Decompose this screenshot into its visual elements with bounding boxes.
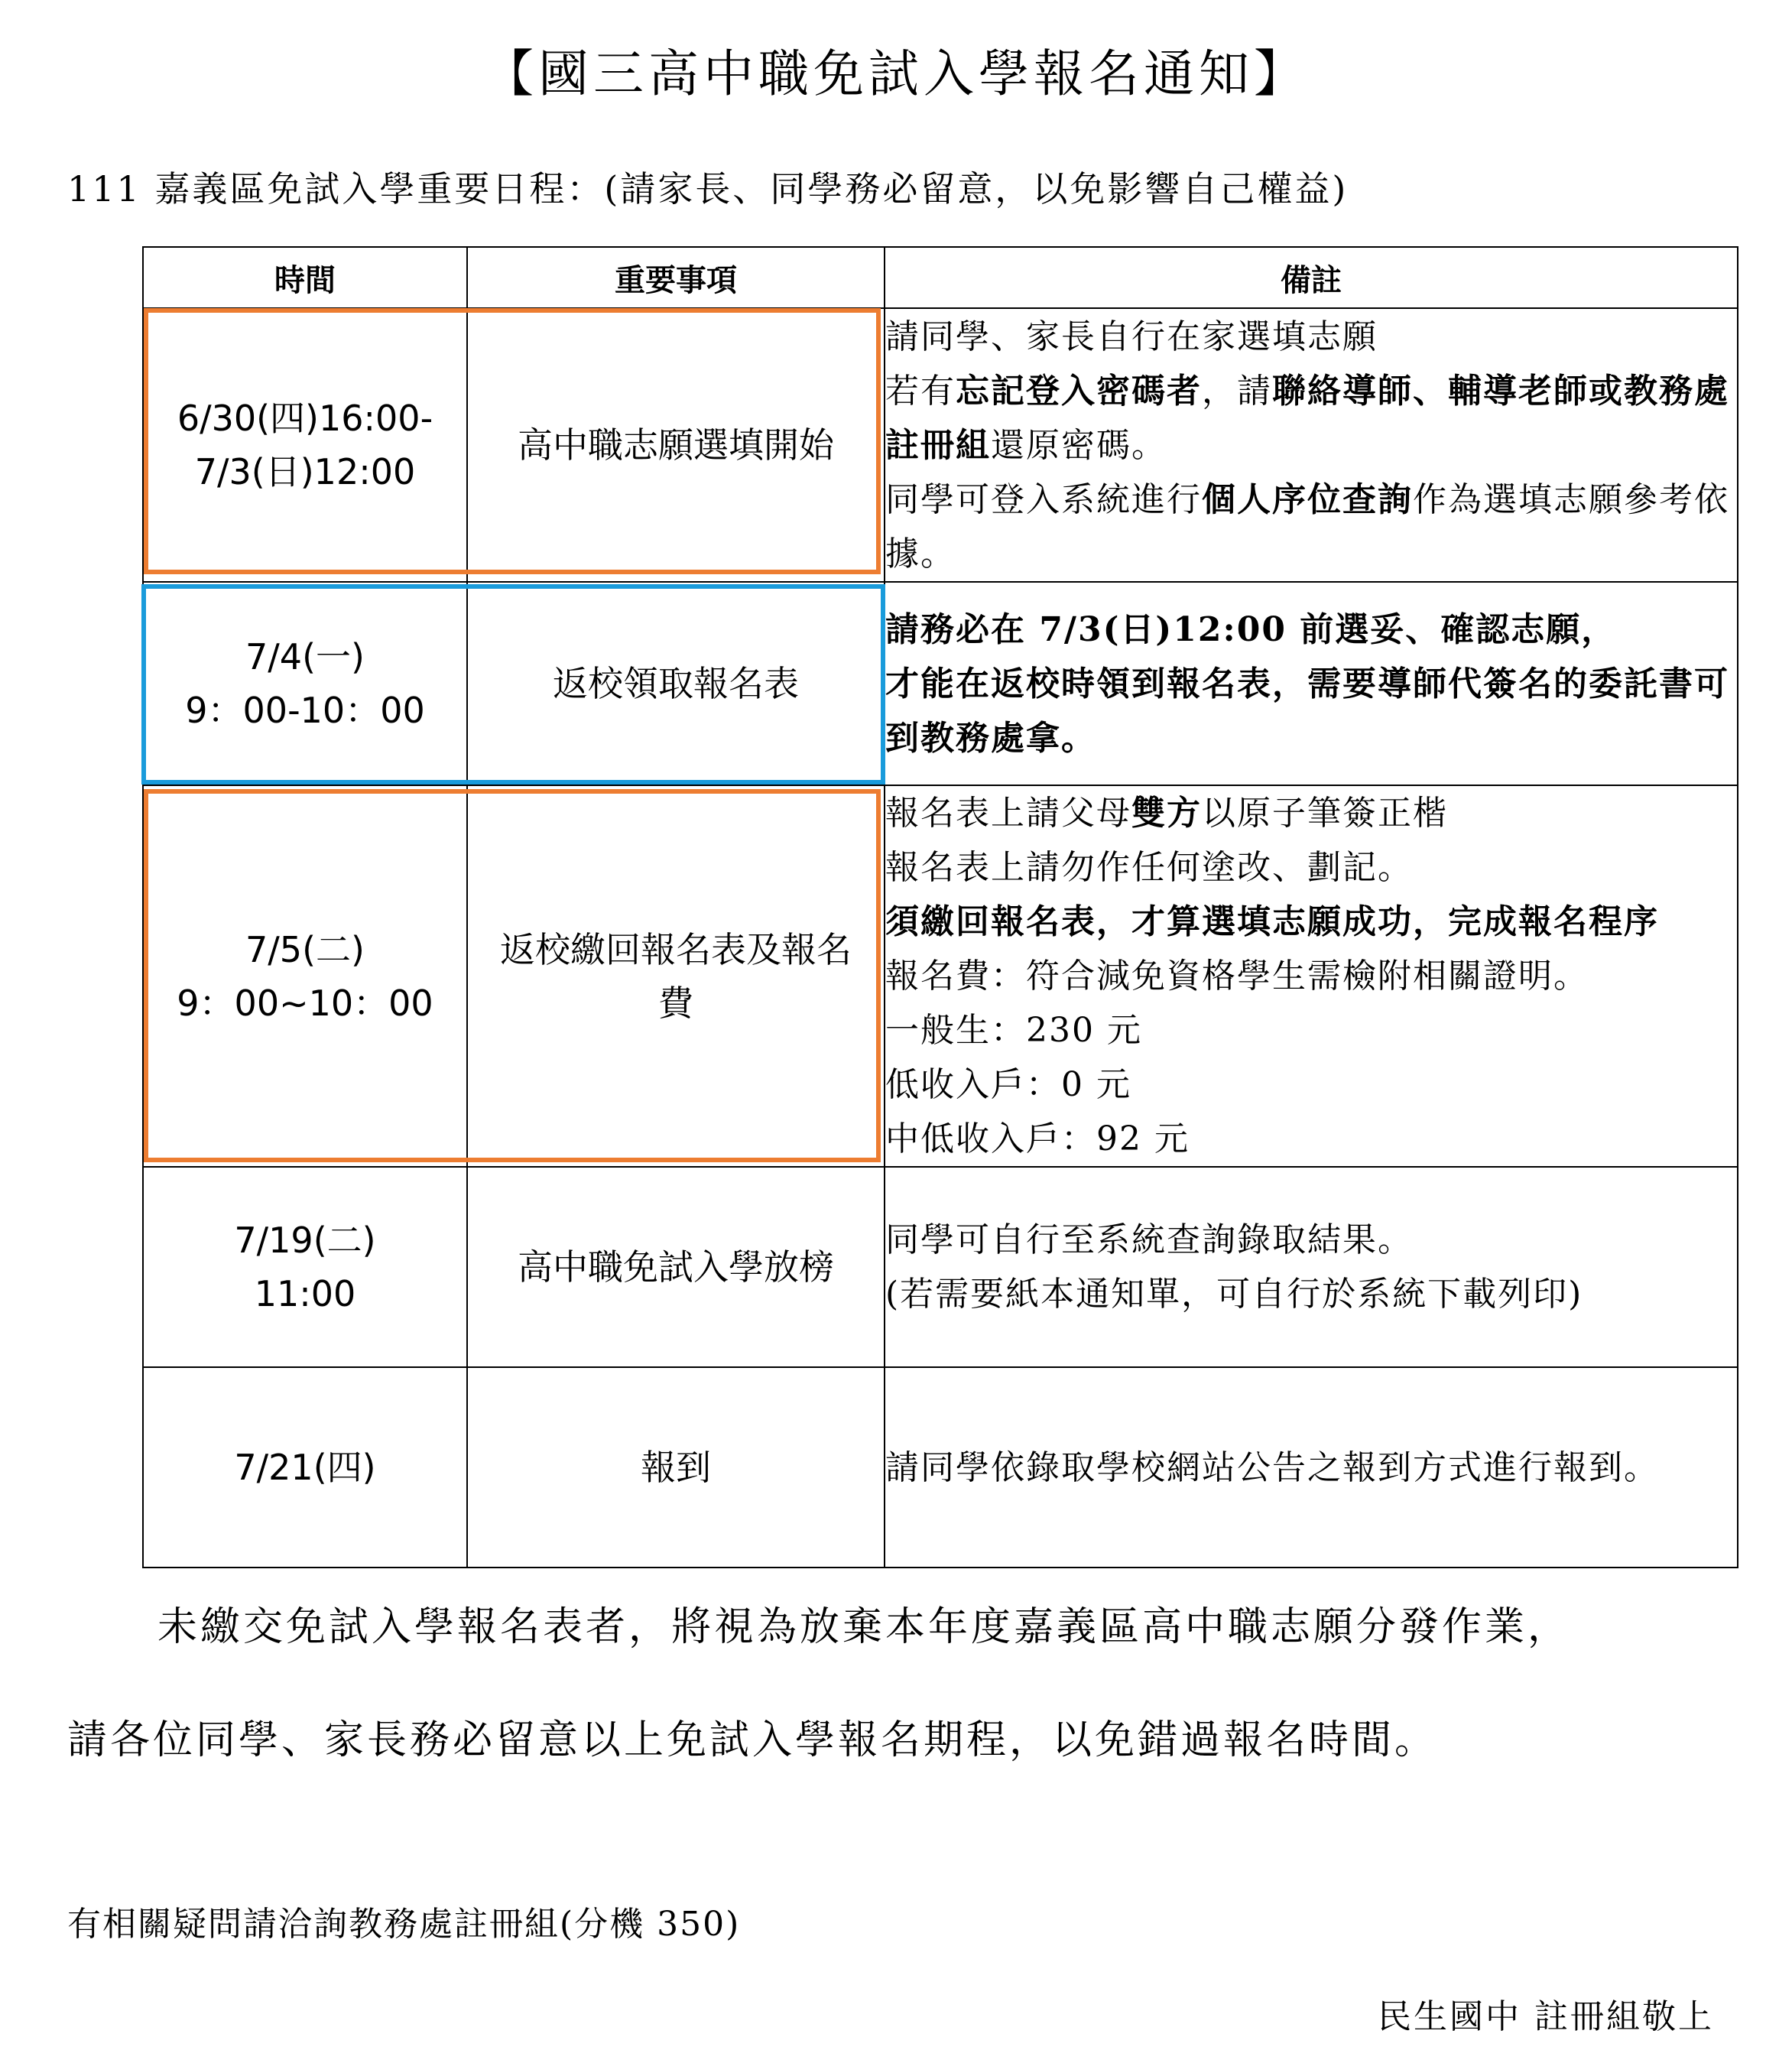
notice-paragraph-2: 請各位同學、家長務必留意以上免試入學報名期程，以免錯過報名時間。 — [67, 1717, 1438, 1763]
header-item: 重要事項 — [467, 247, 885, 308]
row-item: 高中職免試入學放榜 — [467, 1167, 885, 1367]
table-header-row — [143, 247, 1738, 308]
table-row — [143, 582, 1738, 785]
row-notes — [885, 1167, 1738, 1367]
note-line: 同學可登入系統進行個人序位查詢作為選填志願參考依據。 — [885, 479, 1729, 573]
row-item — [467, 785, 885, 1167]
row-item: 高中職志願選填開始 — [467, 308, 885, 582]
row-notes — [885, 785, 1738, 1167]
row-time — [143, 582, 467, 785]
row-time — [143, 308, 467, 582]
note-line: 請同學依錄取學校網站公告之報到方式進行報到。 — [885, 1447, 1659, 1487]
note-line: 報名表上請勿作任何塗改、劃記。 — [885, 848, 1413, 887]
time-line: 7/3(日)12:00 — [194, 451, 416, 492]
page-title: 【國三高中職免試入學報名通知】 — [483, 44, 1309, 103]
schedule-table — [142, 246, 1738, 1568]
row-item: 返校領取報名表 — [467, 582, 885, 785]
note-line: 請同學、家長自行在家選填志願 — [885, 317, 1378, 356]
note-line: 報名表上請父母雙方以原子筆簽正楷 — [885, 794, 1448, 833]
row-time — [143, 1367, 467, 1568]
table-row — [143, 785, 1738, 1167]
note-line: 低收入戶：0 元 — [885, 1065, 1131, 1104]
time-line: 11:00 — [254, 1273, 356, 1314]
note-line: 報名費：符合減免資格學生需檢附相關證明。 — [885, 957, 1589, 996]
note-line: 請務必在 7/3(日)12:00 前選妥、確認志願， — [885, 609, 1617, 649]
item-text: 返校繳回報名表及報名費 — [500, 928, 852, 1024]
time-line: 9：00~10：00 — [177, 982, 433, 1024]
time-line: 7/19(二) — [234, 1220, 376, 1261]
note-line: 中低收入戶：92 元 — [885, 1119, 1190, 1158]
header-notes: 備註 — [885, 247, 1738, 308]
note-line: (若需要紙本通知單，可自行於系統下載列印) — [885, 1275, 1583, 1314]
note-line: 若有忘記登入密碼者，請聯絡導師、輔導老師或教務處註冊組還原密碼。 — [885, 371, 1729, 465]
time-line: 6/30(四)16:00- — [177, 398, 433, 439]
row-notes — [885, 1367, 1738, 1568]
table-row — [143, 1367, 1738, 1568]
time-line: 9：00-10：00 — [185, 690, 425, 731]
schedule-subtitle: 111 嘉義區免試入學重要日程：(請家長、同學務必留意，以免影響自己權益) — [67, 168, 1349, 210]
table-row — [143, 308, 1738, 582]
row-time — [143, 785, 467, 1167]
row-time — [143, 1167, 467, 1367]
row-notes — [885, 308, 1738, 582]
row-notes — [885, 582, 1738, 785]
time-line: 7/4(一) — [245, 636, 365, 677]
note-line: 須繳回報名表，才算選填志願成功，完成報名程序 — [885, 902, 1659, 941]
notice-paragraph-1: 未繳交免試入學報名表者，將視為放棄本年度嘉義區高中職志願分發作業， — [157, 1604, 1571, 1650]
note-line: 同學可自行至系統查詢錄取結果。 — [885, 1220, 1413, 1259]
note-line: 才能在返校時領到報名表，需要導師代簽名的委託書可到教務處拿。 — [885, 664, 1729, 758]
signature: 民生國中 註冊組敬上 — [1378, 1997, 1714, 2036]
time-line: 7/21(四) — [234, 1447, 376, 1488]
table-row — [143, 1167, 1738, 1367]
row-item: 報到 — [467, 1367, 885, 1568]
time-line: 7/5(二) — [245, 928, 365, 970]
note-line: 一般生：230 元 — [885, 1011, 1142, 1050]
contact-note: 有相關疑問請洽詢教務處註冊組(分機 350) — [67, 1905, 741, 1944]
header-time: 時間 — [143, 247, 467, 308]
